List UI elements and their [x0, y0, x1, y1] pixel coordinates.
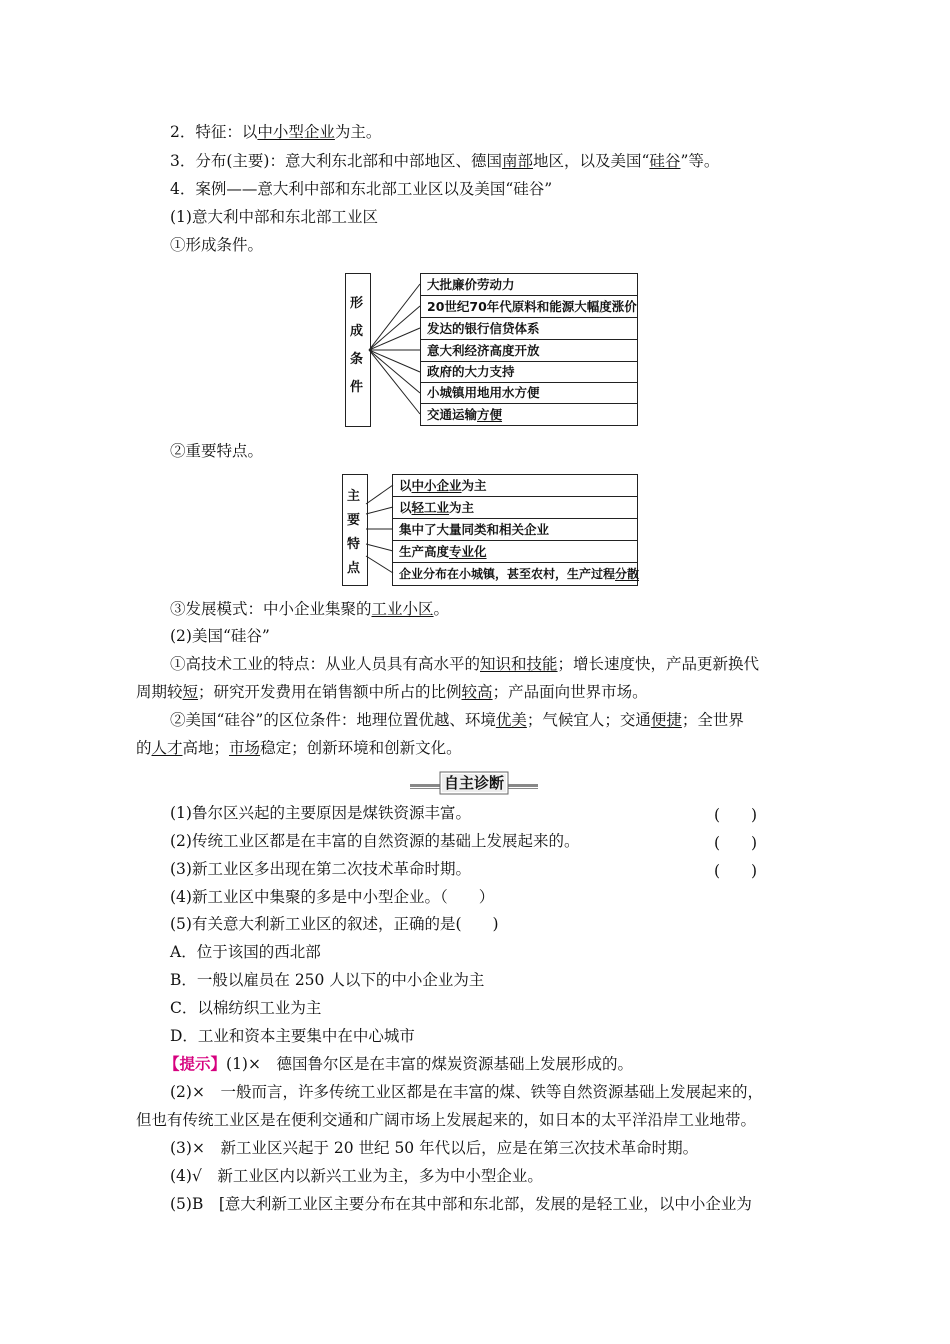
- option-a: A．位于该国的西北部: [170, 943, 321, 961]
- label-char: 点: [347, 561, 361, 576]
- answer-5: (5)B [意大利新工业区主要分布在其中部和东北部，发展的是轻工业，以中小企业为: [170, 1195, 752, 1213]
- feature-row: 生产高度专业化: [392, 540, 638, 563]
- condition-row: 政府的大力支持: [420, 361, 638, 383]
- feature-row: 企业分布在小城镇，甚至农村，生产过程分散: [392, 562, 638, 586]
- section-banner: [410, 770, 538, 796]
- answer-blank-3: ( ): [714, 862, 758, 880]
- features-heading: ②重要特点。: [170, 442, 264, 460]
- condition-row: 意大利经济高度开放: [420, 339, 638, 362]
- option-c: C．以棉纺织工业为主: [170, 999, 322, 1017]
- diagram1-label-box: [345, 273, 371, 427]
- label-char: 要: [347, 513, 361, 528]
- label-char: 条: [350, 352, 364, 367]
- text: 为主。: [334, 123, 382, 141]
- section-title: 自主诊断: [443, 774, 504, 792]
- question-2: (2)传统工业区都是在丰富的自然资源的基础上发展起来的。: [170, 832, 580, 850]
- question-1: (1)鲁尔区兴起的主要原因是煤铁资源丰富。: [170, 804, 471, 822]
- diagram2-label-box: [342, 474, 368, 586]
- hightech-features-line: ①高技术工业的特点：从业人员具有高水平的知识和技能；增长速度快，产品更新换代: [170, 655, 760, 673]
- label-char: 成: [350, 324, 364, 339]
- question-5: (5)有关意大利新工业区的叙述，正确的是( ): [170, 915, 499, 933]
- distribution-line: [170, 151, 719, 171]
- hint-label: 【提示】: [164, 1054, 227, 1073]
- hightech-features-line-2: 周期较短；研究开发费用在销售额中所占的比例较高；产品面向世界市场。: [136, 683, 648, 701]
- text: 2．特征：以: [170, 123, 258, 141]
- text: 3．分布(主要)：意大利东北部和中部地区、德国: [170, 152, 502, 170]
- diagram1-connectors: [369, 273, 421, 427]
- answer-blank-1: ( ): [714, 806, 758, 824]
- answer-1: [164, 1054, 633, 1074]
- text: 地区，以及美国“: [532, 152, 650, 170]
- answer-2: (2)× 一般而言，许多传统工业区都是在丰富的煤、铁等自然资源基础上发展起来的，: [170, 1083, 763, 1101]
- option-d: D．工业和资本主要集中在中心城市: [170, 1027, 415, 1045]
- condition-row: 20世纪70年代原料和能源大幅度涨价: [420, 295, 638, 318]
- feature-row: 集中了大量同类和相关企业: [392, 518, 638, 541]
- answer-2-cont: 但也有传统工业区是在便利交通和广阔市场上发展起来的，如日本的太平洋沿岸工业地带。: [136, 1111, 757, 1129]
- condition-row: 小城镇用地用水方便: [420, 382, 638, 404]
- label-char: 件: [350, 380, 364, 395]
- label-char: 形: [350, 296, 364, 311]
- development-mode-line: [170, 599, 449, 619]
- condition-row: 大批廉价劳动力: [420, 273, 638, 296]
- answer-blank-2: ( ): [714, 834, 758, 852]
- condition-row: 交通运输方便: [420, 403, 638, 426]
- underlined-text: 南部: [501, 152, 533, 170]
- condition-row: 发达的银行信贷体系: [420, 317, 638, 340]
- location-conditions-line-2: 的人才高地；市场稳定；创新环境和创新文化。: [136, 739, 462, 757]
- location-conditions-line: ②美国“硅谷”的区位条件：地理位置优越、环境优美；气候宜人；交通便捷；全世界: [170, 711, 744, 729]
- underlined-text: 硅谷: [649, 152, 681, 170]
- underlined-text: 中小型企业: [257, 123, 335, 141]
- silicon-valley-heading: (2)美国“硅谷”: [170, 627, 270, 645]
- answer-3: (3)× 新工业区兴起于 20 世纪 50 年代以后，应是在第三次技术革命时期。: [170, 1139, 699, 1157]
- text: ③发展模式：中小企业集聚的: [170, 600, 372, 618]
- question-4: (4)新工业区中集聚的多是中小型企业。（ ）: [170, 888, 495, 906]
- label-char: 主: [347, 489, 361, 504]
- text: ”等。: [680, 152, 720, 170]
- underlined-text: 工业小区: [371, 600, 434, 618]
- italy-heading: (1)意大利中部和东北部工业区: [170, 208, 378, 226]
- feature-row: 以中小企业为主: [392, 474, 638, 497]
- text: 。: [433, 600, 450, 618]
- diagram2-connectors: [366, 474, 394, 586]
- feature-row: 以轻工业为主: [392, 496, 638, 519]
- answer-text: (1)× 德国鲁尔区是在丰富的煤炭资源基础上发展形成的。: [226, 1055, 633, 1073]
- answer-4: (4)√ 新工业区内以新兴工业为主，多为中小型企业。: [170, 1167, 543, 1185]
- label-char: 特: [347, 537, 361, 552]
- question-3: (3)新工业区多出现在第二次技术革命时期。: [170, 860, 471, 878]
- case-heading: 4．案例——意大利中部和东北部工业区以及美国“硅谷”: [170, 180, 553, 198]
- option-b: B．一般以雇员在 250 人以下的中小企业为主: [170, 971, 485, 989]
- feature-line: [170, 122, 381, 142]
- formation-heading: ①形成条件。: [170, 236, 264, 254]
